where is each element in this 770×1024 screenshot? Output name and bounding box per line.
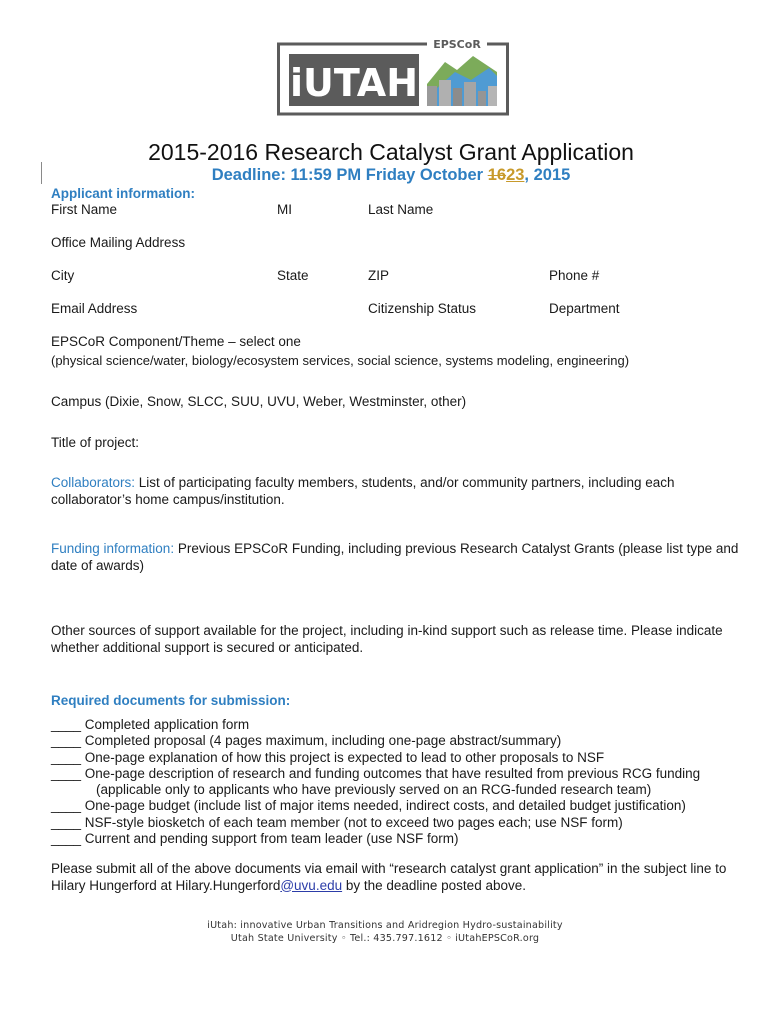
deadline-prefix: Deadline: 11:59 PM Friday October bbox=[211, 166, 488, 184]
list-item: ____ NSF-style biosketch of each team member (not to exceed two pages each; use NSF form) bbox=[51, 814, 623, 830]
component-label: EPSCoR Component/Theme – select one bbox=[51, 334, 301, 349]
email-label: Email Address bbox=[51, 301, 138, 316]
collaborators-heading: Collaborators: bbox=[51, 475, 136, 490]
department-label: Department bbox=[549, 301, 620, 316]
footer-line-1: iUtah: innovative Urban Transitions and Aridregion Hydro-sustainability bbox=[207, 920, 563, 931]
collaborators-text: List of participating faculty members, students, and/or community partners, including each collaborator’s home campus/institution. bbox=[51, 475, 675, 507]
page-title: 2015-2016 Research Catalyst Grant Application bbox=[148, 139, 634, 165]
list-item: ____ Current and pending support from team leader (use NSF form) bbox=[51, 831, 459, 847]
citizenship-label: Citizenship Status bbox=[368, 301, 477, 316]
applicant-heading: Applicant information: bbox=[51, 186, 195, 201]
email-domain-link[interactable]: @uvu.edu bbox=[280, 877, 343, 893]
mi-label: MI bbox=[277, 202, 292, 217]
first-name-label: First Name bbox=[51, 202, 118, 217]
list-item: (applicable only to applicants who have previously served on an RCG-funded research team) bbox=[96, 782, 652, 798]
logo-program-text: EPSCoR bbox=[433, 38, 481, 51]
other-support-text: Other sources of support available for the project, including in-kind support such as release time. Please indicate whether additional support is secured or anticipated. bbox=[51, 623, 723, 655]
deadline bbox=[0, 164, 770, 186]
last-name-label: Last Name bbox=[368, 202, 434, 217]
phone-label: Phone # bbox=[549, 268, 600, 283]
campus-label: Campus (Dixie, Snow, SLCC, SUU, UVU, Weber, Westminster, other) bbox=[51, 394, 467, 409]
deadline-inserted-date: 23 bbox=[506, 166, 525, 184]
funding-heading: Funding information: bbox=[51, 541, 175, 556]
submit-text-2: by the deadline posted above. bbox=[342, 877, 526, 893]
footer-line-2: Utah State University ◦ Tel.: 435.797.1612 ◦ iUtahEPSCoR.org bbox=[230, 932, 540, 944]
zip-label: ZIP bbox=[368, 268, 390, 283]
deadline-suffix: , 2015 bbox=[524, 166, 571, 184]
collaborators-section bbox=[51, 475, 741, 508]
component-options: (physical science/water, biology/ecosystem services, social science, systems modeling, engineering) bbox=[51, 353, 630, 368]
state-label: State bbox=[277, 268, 309, 283]
iutah-logo bbox=[277, 36, 509, 116]
submit-instructions bbox=[51, 861, 741, 894]
city-label: City bbox=[51, 268, 75, 283]
list-item: ____ One-page description of research and funding outcomes that have resulted from previous RCG funding bbox=[51, 765, 701, 781]
office-address-label: Office Mailing Address bbox=[51, 235, 186, 250]
list-item: ____ Completed proposal (4 pages maximum, including one-page abstract/summary) bbox=[51, 733, 562, 749]
list-item: ____ Completed application form bbox=[51, 717, 250, 732]
list-item: ____ One-page explanation of how this project is expected to lead to other proposals to NSF bbox=[51, 749, 605, 765]
funding-section bbox=[51, 541, 741, 574]
funding-text: Previous EPSCoR Funding, including previous Research Catalyst Grants (please list type and date of awards) bbox=[51, 541, 739, 573]
deadline-deleted-date: 16 bbox=[487, 166, 507, 184]
logo-brand-text: iUTAH bbox=[289, 61, 419, 105]
list-item: ____ One-page budget (include list of major items needed, indirect costs, and detailed budget justification) bbox=[51, 798, 686, 814]
required-docs-list bbox=[51, 717, 700, 847]
project-title-label: Title of project: bbox=[51, 435, 140, 450]
required-docs-heading: Required documents for submission: bbox=[51, 693, 291, 708]
submit-text-1: Please submit all of the above documents via email with “research catalyst grant application” in the subject line to Hilary Hungerford at Hilary.Hungerford bbox=[51, 861, 727, 893]
footer bbox=[0, 920, 770, 945]
